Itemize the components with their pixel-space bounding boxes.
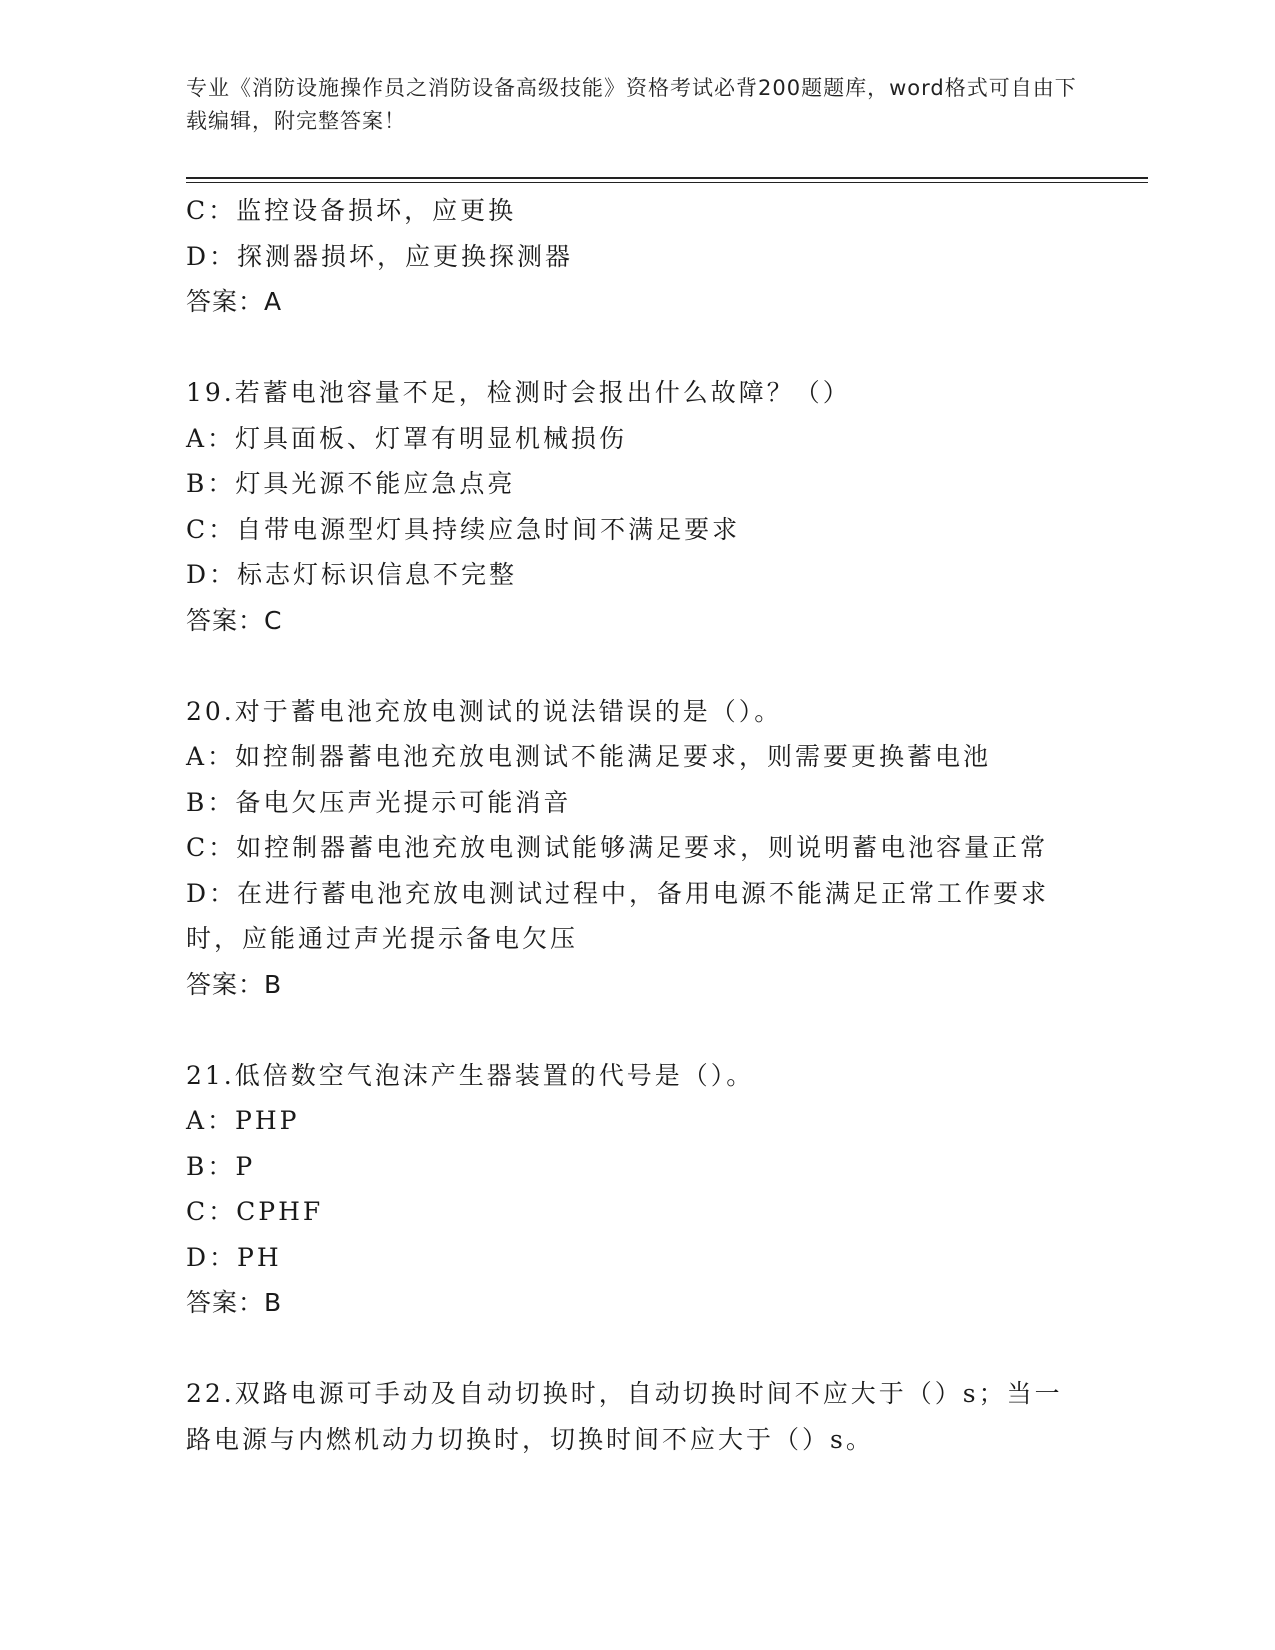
question-22 [186, 1371, 1076, 1462]
document-body [186, 188, 1076, 1462]
option-c: C：CPHF [186, 1197, 324, 1226]
header-rule-thin [186, 182, 1148, 183]
question-21 [186, 1053, 1076, 1326]
option-b: B：备电欠压声光提示可能消音 [186, 787, 572, 817]
previous-question-tail [186, 188, 1076, 325]
question-stem: 21.低倍数空气泡沫产生器装置的代号是（）。 [186, 1060, 755, 1090]
option-d: D：PH [186, 1242, 282, 1272]
option-c: C：自带电源型灯具持续应急时间不满足要求 [186, 514, 741, 544]
option-a: A：PHP [186, 1106, 300, 1135]
question-stem: 22.双路电源可手动及自动切换时，自动切换时间不应大于（）s；当一路电源与内燃机动力切换时，切换时间不应大于（）s。 [186, 1379, 1063, 1454]
option-b: B：灯具光源不能应急点亮 [186, 469, 516, 498]
option-a: A：灯具面板、灯罩有明显机械损伤 [186, 423, 628, 453]
question-stem: 20.对于蓄电池充放电测试的说法错误的是（）。 [186, 696, 783, 726]
header-rule-thick [186, 177, 1148, 179]
option-c: C：监控设备损坏，应更换 [186, 196, 517, 225]
question-stem: 19.若蓄电池容量不足，检测时会报出什么故障？（） [186, 378, 851, 407]
option-d: D：探测器损坏，应更换探测器 [186, 241, 574, 271]
option-a: A：如控制器蓄电池充放电测试不能满足要求，则需要更换蓄电池 [186, 742, 992, 771]
answer-line: 答案：A [186, 287, 283, 316]
answer-line: 答案：C [186, 605, 283, 635]
answer-line: 答案：B [186, 969, 283, 999]
answer-line: 答案：B [186, 1288, 283, 1317]
option-c: C：如控制器蓄电池充放电测试能够满足要求，则说明蓄电池容量正常 [186, 833, 1049, 862]
option-d: D：标志灯标识信息不完整 [186, 560, 518, 589]
document-header: 专业《消防设施操作员之消防设备高级技能》资格考试必背200题题库，word格式可自由下载编辑，附完整答案！ [186, 76, 1077, 133]
option-b: B：P [186, 1151, 256, 1181]
option-d: D：在进行蓄电池充放电测试过程中，备用电源不能满足正常工作要求时，应能通过声光提示备电欠压 [186, 878, 1050, 953]
question-20 [186, 689, 1076, 1008]
question-19 [186, 370, 1076, 643]
